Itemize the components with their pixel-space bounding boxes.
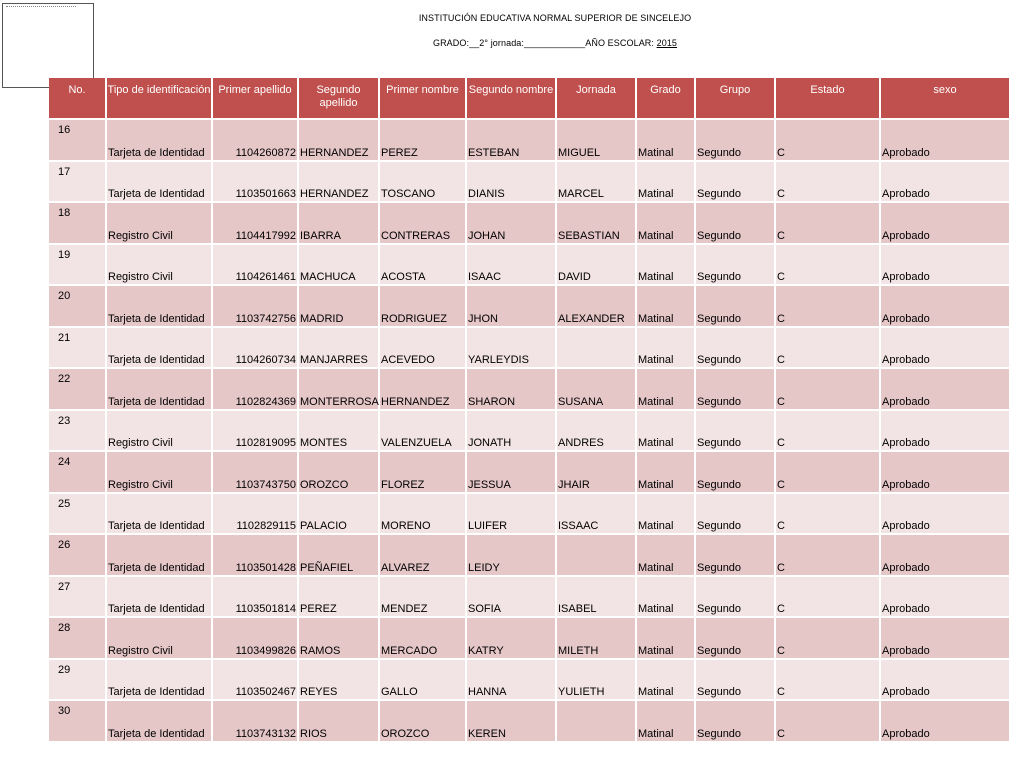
cell-second-surname: MENDEZ xyxy=(380,577,465,617)
cell-status: Aprobado xyxy=(881,162,1009,202)
row-number: 18 xyxy=(49,203,105,243)
cell-jornada: Matinal xyxy=(637,411,694,451)
cell-second-surname: HERNANDEZ xyxy=(380,369,465,409)
cell-first-surname: OROZCO xyxy=(299,452,378,492)
cell-id-type: Tarjeta de Identidad xyxy=(107,120,211,160)
row-number: 25 xyxy=(49,494,105,534)
table-row xyxy=(49,245,1009,285)
cell-first-name: LEIDY xyxy=(467,535,555,575)
cell-id-number: 1103743132 xyxy=(213,701,297,741)
cell-group: C xyxy=(776,701,879,741)
cell-id-number: 1102824369 xyxy=(213,369,297,409)
cell-second-surname: VALENZUELA xyxy=(380,411,465,451)
cell-status: Aprobado xyxy=(881,660,1009,700)
cell-status: Aprobado xyxy=(881,494,1009,534)
row-number: 16 xyxy=(49,120,105,160)
cell-jornada: Matinal xyxy=(637,577,694,617)
cell-id-type: Registro Civil xyxy=(107,411,211,451)
cell-first-surname: PEREZ xyxy=(299,577,378,617)
cell-first-name: KATRY xyxy=(467,618,555,658)
cell-status: Aprobado xyxy=(881,452,1009,492)
cell-id-number: 1102819095 xyxy=(213,411,297,451)
cell-second-surname: PEREZ xyxy=(380,120,465,160)
table-row xyxy=(49,535,1009,575)
cell-grade: Segundo xyxy=(696,120,774,160)
cell-group: C xyxy=(776,452,879,492)
cell-id-type: Tarjeta de Identidad xyxy=(107,701,211,741)
cell-second-name: MIGUEL xyxy=(557,120,635,160)
cell-jornada: Matinal xyxy=(637,369,694,409)
grade-label: GRADO:__2° jornada:____________AÑO ESCOLAR: xyxy=(432,38,654,48)
cell-grade: Segundo xyxy=(696,286,774,326)
cell-id-number: 1104261461 xyxy=(213,245,297,285)
cell-second-name xyxy=(557,328,635,368)
table-row xyxy=(49,286,1009,326)
cell-first-surname: HERNANDEZ xyxy=(299,162,378,202)
cell-second-name: ISABEL xyxy=(557,577,635,617)
cell-id-type: Tarjeta de Identidad xyxy=(107,286,211,326)
cell-jornada: Matinal xyxy=(637,452,694,492)
cell-grade: Segundo xyxy=(696,535,774,575)
cell-group: C xyxy=(776,411,879,451)
cell-second-name: JHAIR xyxy=(557,452,635,492)
cell-id-type: Tarjeta de Identidad xyxy=(107,660,211,700)
cell-status: Aprobado xyxy=(881,328,1009,368)
row-number: 19 xyxy=(49,245,105,285)
cell-id-number: 1103499826 xyxy=(213,618,297,658)
cell-jornada: Matinal xyxy=(637,286,694,326)
table-row xyxy=(49,494,1009,534)
cell-grade: Segundo xyxy=(696,245,774,285)
cell-second-surname: GALLO xyxy=(380,660,465,700)
cell-id-number: 1104260734 xyxy=(213,328,297,368)
table-row xyxy=(49,701,1009,741)
cell-status: Aprobado xyxy=(881,286,1009,326)
cell-second-surname: ACOSTA xyxy=(380,245,465,285)
cell-status: Aprobado xyxy=(881,203,1009,243)
table-header-row xyxy=(49,78,1009,118)
school-year: 2015 xyxy=(656,38,678,48)
cell-first-name: YARLEYDIS xyxy=(467,328,555,368)
cell-first-surname: REYES xyxy=(299,660,378,700)
cell-group: C xyxy=(776,245,879,285)
column-header: Segundo apellido xyxy=(299,78,378,118)
cell-grade: Segundo xyxy=(696,660,774,700)
cell-first-name: HANNA xyxy=(467,660,555,700)
column-header: No. xyxy=(49,78,105,118)
cell-grade: Segundo xyxy=(696,452,774,492)
cell-id-type: Tarjeta de Identidad xyxy=(107,162,211,202)
cell-group: C xyxy=(776,535,879,575)
cell-id-number: 1103743750 xyxy=(213,452,297,492)
cell-id-number: 1103742756 xyxy=(213,286,297,326)
cell-jornada: Matinal xyxy=(637,618,694,658)
cell-first-name: DIANIS xyxy=(467,162,555,202)
cell-grade: Segundo xyxy=(696,494,774,534)
table-row xyxy=(49,452,1009,492)
cell-grade: Segundo xyxy=(696,618,774,658)
cell-id-type: Registro Civil xyxy=(107,245,211,285)
cell-id-number: 1102829115 xyxy=(213,494,297,534)
cell-group: C xyxy=(776,328,879,368)
cell-group: C xyxy=(776,660,879,700)
logo-caption-line xyxy=(6,6,76,9)
cell-first-surname: MADRID xyxy=(299,286,378,326)
cell-second-name xyxy=(557,701,635,741)
cell-id-type: Registro Civil xyxy=(107,618,211,658)
cell-group: C xyxy=(776,494,879,534)
column-header: Grado xyxy=(637,78,694,118)
cell-second-surname: CONTRERAS xyxy=(380,203,465,243)
column-header: Segundo nombre xyxy=(467,78,555,118)
cell-second-name: ISSAAC xyxy=(557,494,635,534)
row-number: 23 xyxy=(49,411,105,451)
column-header: Grupo xyxy=(696,78,774,118)
table-row xyxy=(49,162,1009,202)
cell-jornada: Matinal xyxy=(637,162,694,202)
row-number: 29 xyxy=(49,660,105,700)
cell-group: C xyxy=(776,618,879,658)
cell-first-name: LUIFER xyxy=(467,494,555,534)
cell-group: C xyxy=(776,286,879,326)
cell-second-surname: FLOREZ xyxy=(380,452,465,492)
cell-second-name: YULIETH xyxy=(557,660,635,700)
row-number: 26 xyxy=(49,535,105,575)
cell-group: C xyxy=(776,162,879,202)
cell-second-surname: OROZCO xyxy=(380,701,465,741)
cell-second-surname: TOSCANO xyxy=(380,162,465,202)
cell-grade: Segundo xyxy=(696,701,774,741)
cell-id-type: Tarjeta de Identidad xyxy=(107,535,211,575)
table-row xyxy=(49,203,1009,243)
cell-second-name: MARCEL xyxy=(557,162,635,202)
row-number: 24 xyxy=(49,452,105,492)
cell-status: Aprobado xyxy=(881,618,1009,658)
column-header: Primer nombre xyxy=(380,78,465,118)
cell-jornada: Matinal xyxy=(637,245,694,285)
cell-jornada: Matinal xyxy=(637,494,694,534)
table-row xyxy=(49,369,1009,409)
cell-first-name: JESSUA xyxy=(467,452,555,492)
cell-id-number: 1103501814 xyxy=(213,577,297,617)
column-header: Estado xyxy=(776,78,879,118)
table-row xyxy=(49,577,1009,617)
cell-group: C xyxy=(776,577,879,617)
cell-grade: Segundo xyxy=(696,369,774,409)
cell-second-name: MILETH xyxy=(557,618,635,658)
school-title: INSTITUCIÓN EDUCATIVA NORMAL SUPERIOR DE SINCELEJO xyxy=(418,13,692,23)
cell-second-name: SEBASTIAN xyxy=(557,203,635,243)
row-number: 27 xyxy=(49,577,105,617)
cell-group: C xyxy=(776,369,879,409)
table-row xyxy=(49,618,1009,658)
cell-id-number: 1103501663 xyxy=(213,162,297,202)
cell-id-type: Tarjeta de Identidad xyxy=(107,577,211,617)
cell-grade: Segundo xyxy=(696,411,774,451)
cell-grade: Segundo xyxy=(696,162,774,202)
column-header: Tipo de identificación xyxy=(107,78,211,118)
cell-status: Aprobado xyxy=(881,120,1009,160)
cell-second-surname: ALVAREZ xyxy=(380,535,465,575)
cell-first-surname: MACHUCA xyxy=(299,245,378,285)
table-row xyxy=(49,120,1009,160)
cell-jornada: Matinal xyxy=(637,535,694,575)
cell-second-name xyxy=(557,535,635,575)
cell-status: Aprobado xyxy=(881,369,1009,409)
cell-first-name: ISAAC xyxy=(467,245,555,285)
cell-first-name: JONATH xyxy=(467,411,555,451)
cell-first-surname: IBARRA xyxy=(299,203,378,243)
cell-second-surname: MERCADO xyxy=(380,618,465,658)
cell-second-name: DAVID xyxy=(557,245,635,285)
cell-jornada: Matinal xyxy=(637,203,694,243)
table-row xyxy=(49,328,1009,368)
cell-first-surname: MANJARRES xyxy=(299,328,378,368)
cell-jornada: Matinal xyxy=(637,701,694,741)
cell-status: Aprobado xyxy=(881,411,1009,451)
cell-first-surname: MONTES xyxy=(299,411,378,451)
cell-first-surname: MONTERROSA xyxy=(299,369,378,409)
cell-first-name: KEREN xyxy=(467,701,555,741)
cell-id-type: Tarjeta de Identidad xyxy=(107,494,211,534)
cell-group: C xyxy=(776,203,879,243)
cell-grade: Segundo xyxy=(696,577,774,617)
row-number: 28 xyxy=(49,618,105,658)
cell-first-surname: PALACIO xyxy=(299,494,378,534)
table-row xyxy=(49,660,1009,700)
cell-second-name: SUSANA xyxy=(557,369,635,409)
cell-first-surname: RIOS xyxy=(299,701,378,741)
cell-id-number: 1103501428 xyxy=(213,535,297,575)
cell-id-type: Tarjeta de Identidad xyxy=(107,369,211,409)
cell-id-type: Registro Civil xyxy=(107,452,211,492)
cell-id-type: Tarjeta de Identidad xyxy=(107,328,211,368)
column-header: sexo xyxy=(881,78,1009,118)
cell-first-name: JHON xyxy=(467,286,555,326)
cell-first-name: JOHAN xyxy=(467,203,555,243)
table-row xyxy=(49,411,1009,451)
cell-status: Aprobado xyxy=(881,577,1009,617)
cell-group: C xyxy=(776,120,879,160)
cell-id-number: 1104260872 xyxy=(213,120,297,160)
cell-first-name: ESTEBAN xyxy=(467,120,555,160)
cell-jornada: Matinal xyxy=(637,120,694,160)
row-number: 17 xyxy=(49,162,105,202)
column-header: Primer apellido xyxy=(213,78,297,118)
cell-first-name: SHARON xyxy=(467,369,555,409)
cell-second-surname: RODRIGUEZ xyxy=(380,286,465,326)
cell-second-surname: ACEVEDO xyxy=(380,328,465,368)
student-table xyxy=(47,76,1011,743)
cell-jornada: Matinal xyxy=(637,660,694,700)
row-number: 20 xyxy=(49,286,105,326)
cell-second-name: ANDRES xyxy=(557,411,635,451)
cell-id-number: 1104417992 xyxy=(213,203,297,243)
column-header: Jornada xyxy=(557,78,635,118)
cell-id-number: 1103502467 xyxy=(213,660,297,700)
cell-id-type: Registro Civil xyxy=(107,203,211,243)
cell-grade: Segundo xyxy=(696,203,774,243)
cell-second-surname: MORENO xyxy=(380,494,465,534)
cell-second-name: ALEXANDER xyxy=(557,286,635,326)
cell-first-surname: HERNANDEZ xyxy=(299,120,378,160)
cell-jornada: Matinal xyxy=(637,328,694,368)
cell-first-surname: PEÑAFIEL xyxy=(299,535,378,575)
row-number: 30 xyxy=(49,701,105,741)
cell-first-surname: RAMOS xyxy=(299,618,378,658)
cell-status: Aprobado xyxy=(881,245,1009,285)
cell-first-name: SOFIA xyxy=(467,577,555,617)
cell-status: Aprobado xyxy=(881,701,1009,741)
cell-grade: Segundo xyxy=(696,328,774,368)
grade-line xyxy=(340,38,770,48)
cell-status: Aprobado xyxy=(881,535,1009,575)
row-number: 22 xyxy=(49,369,105,409)
row-number: 21 xyxy=(49,328,105,368)
